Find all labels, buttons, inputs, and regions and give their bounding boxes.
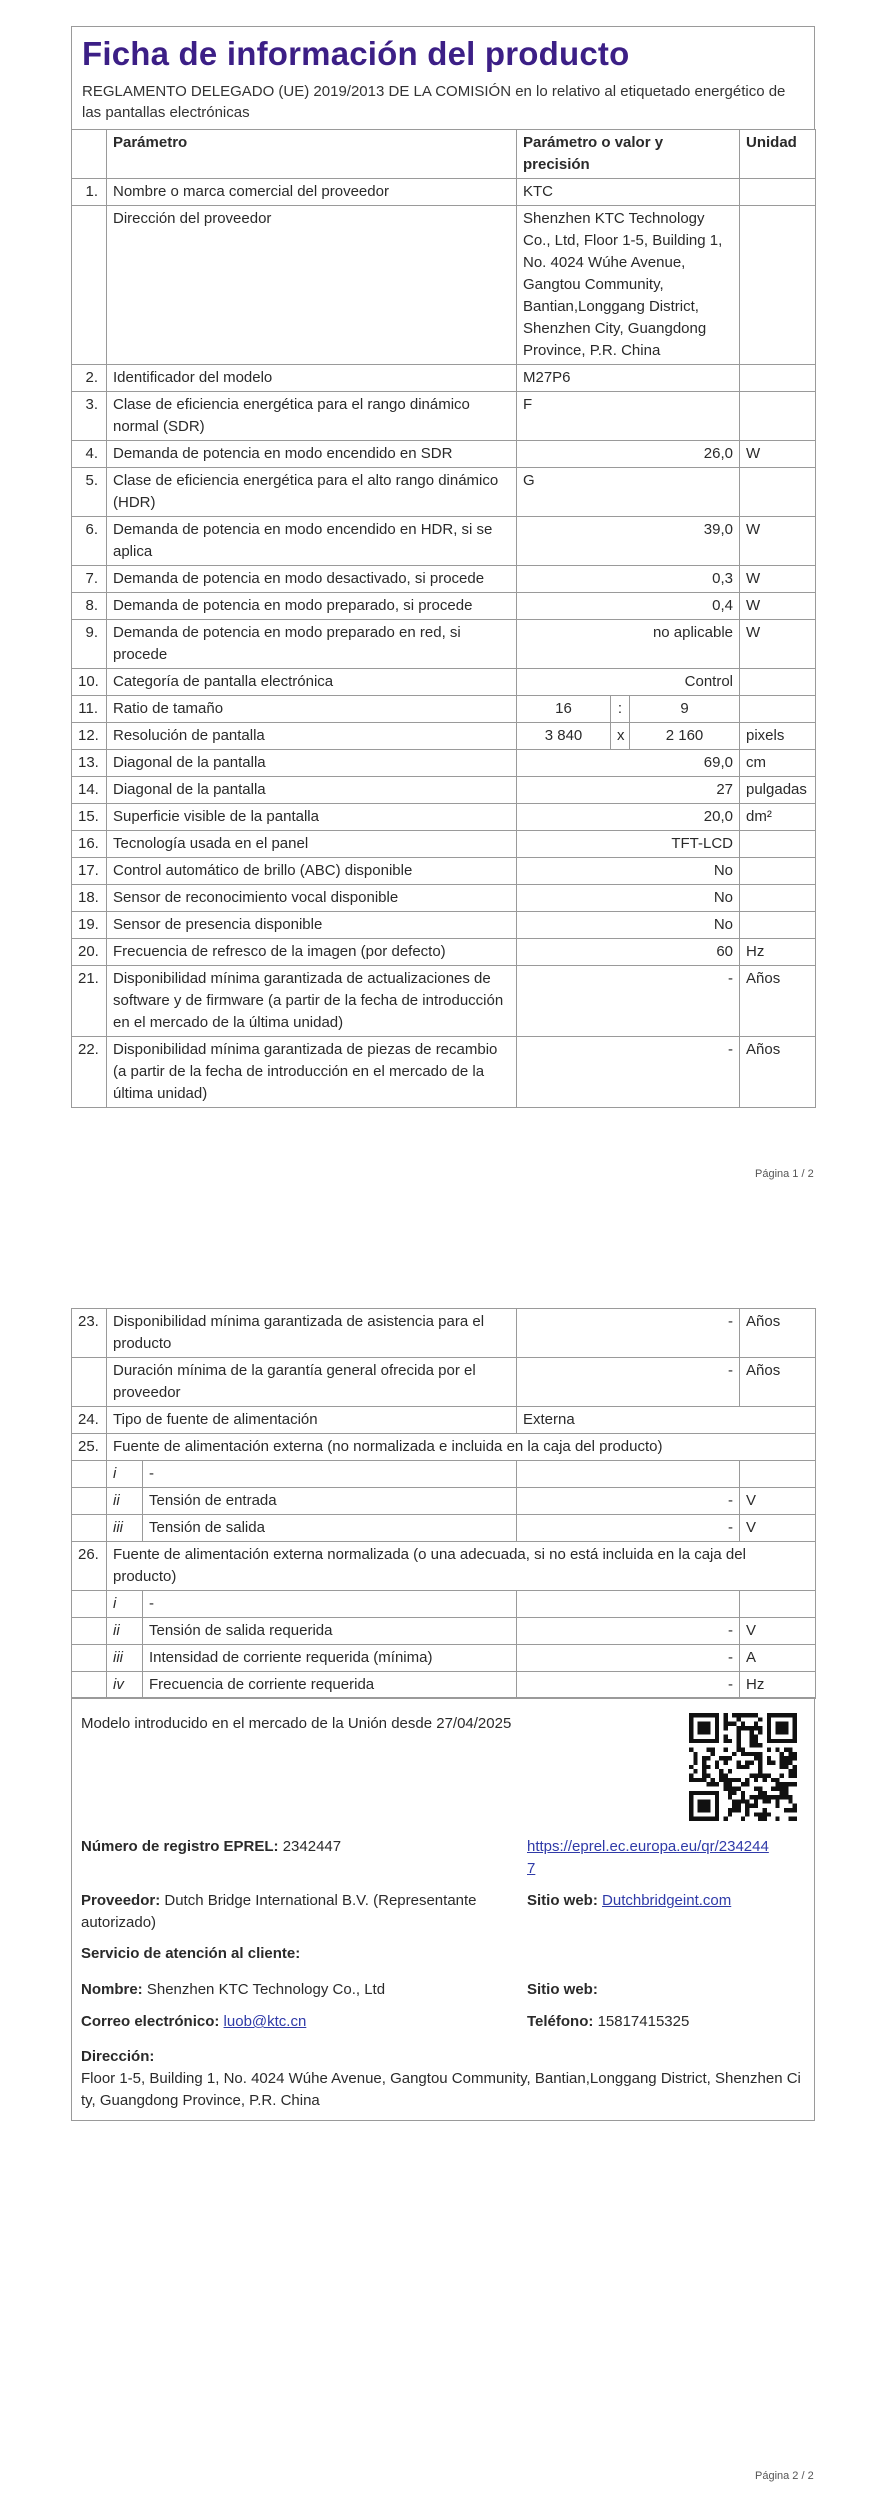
row-number: 16. — [72, 831, 107, 858]
row-unit — [740, 365, 816, 392]
table-row — [72, 1672, 816, 1699]
row-value: Externa — [517, 1407, 816, 1434]
row-value-b: 9 — [630, 696, 740, 723]
row-number — [72, 1358, 107, 1407]
service-website — [527, 1979, 598, 2001]
row-number — [72, 1488, 107, 1515]
table-row — [72, 1488, 816, 1515]
service-phone — [527, 2011, 689, 2033]
row-unit: W — [740, 593, 816, 620]
row-number: 24. — [72, 1407, 107, 1434]
row-unit: pixels — [740, 723, 816, 750]
row-value: 0,3 — [517, 566, 740, 593]
row-parameter: Frecuencia de corriente requerida — [143, 1672, 517, 1699]
row-unit — [740, 669, 816, 696]
row-value: M27P6 — [517, 365, 740, 392]
eprel-link[interactable]: https://eprel.ec.europa.eu/qr/2342447 — [527, 1838, 769, 1877]
row-value: - — [517, 1645, 740, 1672]
table-row — [72, 966, 816, 1037]
row-parameter: Fuente de alimentación externa normalizada (o una adecuada, si no está incluida en la caja del producto) — [107, 1542, 816, 1591]
row-number — [72, 1618, 107, 1645]
row-unit — [740, 831, 816, 858]
row-number: 19. — [72, 912, 107, 939]
customer-service-heading: Servicio de atención al cliente: — [81, 1945, 301, 1962]
row-unit — [740, 1461, 816, 1488]
header-value: Parámetro o valor y precisión — [517, 130, 740, 179]
row-value: - — [517, 1358, 740, 1407]
table-row — [72, 858, 816, 885]
row-value: No — [517, 912, 740, 939]
row-unit — [740, 912, 816, 939]
row-unit — [740, 179, 816, 206]
table-row — [72, 179, 816, 206]
row-parameter: Disponibilidad mínima garantizada de actualizaciones de software y de firmware (a partir de la fecha de introducción en el mercado de la última unidad) — [107, 966, 517, 1037]
table-row — [72, 566, 816, 593]
row-number: 8. — [72, 593, 107, 620]
row-unit: pulgadas — [740, 777, 816, 804]
row-unit: cm — [740, 750, 816, 777]
table-row — [72, 593, 816, 620]
phone-value: 15817415325 — [597, 2013, 690, 2030]
table-row — [72, 696, 816, 723]
row-number — [72, 206, 107, 365]
row-unit: A — [740, 1645, 816, 1672]
row-number — [72, 1515, 107, 1542]
table-row — [72, 1407, 816, 1434]
row-number: 21. — [72, 966, 107, 1037]
row-number: 25. — [72, 1434, 107, 1461]
provider-info — [81, 1890, 521, 1934]
row-value: F — [517, 392, 740, 441]
row-unit: W — [740, 620, 816, 669]
row-number: 9. — [72, 620, 107, 669]
row-value: KTC — [517, 179, 740, 206]
row-roman: iv — [107, 1672, 143, 1699]
row-parameter: Sensor de reconocimiento vocal disponible — [107, 885, 517, 912]
header-unit: Unidad — [740, 130, 816, 179]
row-number — [72, 1645, 107, 1672]
eprel-label: Número de registro EPREL: — [81, 1838, 279, 1855]
row-value: No — [517, 858, 740, 885]
row-value: - — [517, 1309, 740, 1358]
row-number: 15. — [72, 804, 107, 831]
row-value: - — [517, 1488, 740, 1515]
header-parameter: Parámetro — [107, 130, 517, 179]
row-value: 60 — [517, 939, 740, 966]
product-info-sheet-page-1 — [71, 26, 815, 1108]
table-row — [72, 885, 816, 912]
row-parameter: Demanda de potencia en modo preparado en red, si procede — [107, 620, 517, 669]
row-number: 4. — [72, 441, 107, 468]
table-row — [72, 1037, 816, 1108]
table-row — [72, 912, 816, 939]
parameter-table-continued — [71, 1308, 816, 1699]
row-unit: Años — [740, 1309, 816, 1358]
table-row — [72, 750, 816, 777]
row-parameter: Fuente de alimentación externa (no normalizada e incluida en la caja del producto) — [107, 1434, 816, 1461]
row-unit: dm² — [740, 804, 816, 831]
row-unit: Años — [740, 1037, 816, 1108]
row-value: 20,0 — [517, 804, 740, 831]
row-unit: V — [740, 1618, 816, 1645]
row-unit: V — [740, 1488, 816, 1515]
provider-label: Proveedor: — [81, 1892, 161, 1909]
row-number: 22. — [72, 1037, 107, 1108]
market-intro-text: Modelo introducido en el mercado de la Unión desde 27/04/2025 — [81, 1715, 512, 1732]
row-parameter: Clase de eficiencia energética para el rango dinámico normal (SDR) — [107, 392, 517, 441]
row-number — [72, 1672, 107, 1699]
row-unit — [740, 1591, 816, 1618]
row-value: - — [517, 1515, 740, 1542]
row-number: 23. — [72, 1309, 107, 1358]
table-row — [72, 441, 816, 468]
row-parameter: Disponibilidad mínima garantizada de piezas de recambio (a partir de la fecha de introducción en el mercado de la última unidad) — [107, 1037, 517, 1108]
row-parameter: Tensión de salida requerida — [143, 1618, 517, 1645]
service-website-label: Sitio web: — [527, 1981, 598, 1998]
row-value: 27 — [517, 777, 740, 804]
row-parameter: Frecuencia de refresco de la imagen (por defecto) — [107, 939, 517, 966]
row-unit — [740, 206, 816, 365]
row-unit: Hz — [740, 939, 816, 966]
row-number — [72, 1461, 107, 1488]
row-value: Shenzhen KTC Technology Co., Ltd, Floor 1-5, Building 1, No. 4024 Wúhe Avenue, Gangtou Community, Bantian,Longgang District, Shenzhen City, Guangdong Province, P.R. China — [517, 206, 740, 365]
row-number: 17. — [72, 858, 107, 885]
row-roman: i — [107, 1591, 143, 1618]
row-value — [517, 1461, 740, 1488]
email-label: Correo electrónico: — [81, 2013, 220, 2030]
table-row — [72, 669, 816, 696]
table-row — [72, 1461, 816, 1488]
row-value: TFT-LCD — [517, 831, 740, 858]
row-value: 26,0 — [517, 441, 740, 468]
row-roman: ii — [107, 1618, 143, 1645]
provider-website — [527, 1890, 731, 1912]
row-value: - — [517, 1618, 740, 1645]
row-parameter: Superficie visible de la pantalla — [107, 804, 517, 831]
row-value: 39,0 — [517, 517, 740, 566]
address-value: Floor 1-5, Building 1, No. 4024 Wúhe Avenue, Gangtou Community, Bantian,Longgang District, Shenzhen City, Guangdong Province, P.R. China — [81, 2070, 801, 2109]
row-value-a: 16 — [517, 696, 611, 723]
regulation-subtitle: REGLAMENTO DELEGADO (UE) 2019/2013 DE LA COMISIÓN en lo relativo al etiquetado energético de las pantallas electrónicas — [82, 83, 786, 121]
row-parameter: Nombre o marca comercial del proveedor — [107, 179, 517, 206]
row-unit: Años — [740, 966, 816, 1037]
row-value: 0,4 — [517, 593, 740, 620]
row-value: - — [517, 966, 740, 1037]
website-label: Sitio web: — [527, 1892, 598, 1909]
row-roman: i — [107, 1461, 143, 1488]
row-number: 10. — [72, 669, 107, 696]
table-row — [72, 620, 816, 669]
row-number: 6. — [72, 517, 107, 566]
row-unit: Años — [740, 1358, 816, 1407]
row-unit — [740, 468, 816, 517]
row-parameter: Resolución de pantalla — [107, 723, 517, 750]
supplier-info-box — [71, 1697, 815, 2121]
name-value: Shenzhen KTC Technology Co., Ltd — [146, 1981, 386, 1998]
row-parameter: Disponibilidad mínima garantizada de asistencia para el producto — [107, 1309, 517, 1358]
row-parameter: Control automático de brillo (ABC) disponible — [107, 858, 517, 885]
address-label: Dirección: — [81, 2048, 155, 2065]
row-number: 11. — [72, 696, 107, 723]
row-unit — [740, 696, 816, 723]
row-parameter: - — [143, 1591, 517, 1618]
page-number-1: Página 1 / 2 — [755, 1168, 814, 1180]
row-number: 2. — [72, 365, 107, 392]
table-row — [72, 723, 816, 750]
row-value-sep: x — [611, 723, 630, 750]
row-value-a: 3 840 — [517, 723, 611, 750]
table-row — [72, 939, 816, 966]
eprel-number: 2342447 — [282, 1838, 342, 1855]
website-link[interactable]: Dutchbridgeint.com — [602, 1892, 732, 1909]
row-unit: V — [740, 1515, 816, 1542]
row-unit: W — [740, 517, 816, 566]
row-unit: W — [740, 566, 816, 593]
service-email — [81, 2011, 306, 2033]
page-title: Ficha de información del producto — [82, 35, 630, 72]
row-parameter: Tecnología usada en el panel — [107, 831, 517, 858]
row-number: 3. — [72, 392, 107, 441]
row-parameter: - — [143, 1461, 517, 1488]
table-header-row — [72, 130, 816, 179]
phone-label: Teléfono: — [527, 2013, 594, 2030]
title-box — [71, 26, 815, 129]
row-number: 1. — [72, 179, 107, 206]
row-parameter: Diagonal de la pantalla — [107, 777, 517, 804]
row-number — [72, 1591, 107, 1618]
row-parameter: Tensión de entrada — [143, 1488, 517, 1515]
email-link[interactable]: luob@ktc.cn — [223, 2013, 307, 2030]
table-row — [72, 365, 816, 392]
row-parameter: Diagonal de la pantalla — [107, 750, 517, 777]
table-row — [72, 777, 816, 804]
product-info-sheet-page-2 — [71, 1308, 815, 1699]
row-parameter: Demanda de potencia en modo preparado, si procede — [107, 593, 517, 620]
row-value: no aplicable — [517, 620, 740, 669]
provider-name: Dutch Bridge International B.V. (Representante autorizado) — [81, 1892, 477, 1931]
row-roman: iii — [107, 1515, 143, 1542]
table-row — [72, 392, 816, 441]
row-roman: ii — [107, 1488, 143, 1515]
parameter-table — [71, 129, 816, 1108]
row-value: G — [517, 468, 740, 517]
table-row — [72, 1618, 816, 1645]
row-parameter: Duración mínima de la garantía general ofrecida por el proveedor — [107, 1358, 517, 1407]
table-row — [72, 831, 816, 858]
row-parameter: Ratio de tamaño — [107, 696, 517, 723]
row-unit — [740, 885, 816, 912]
row-value — [517, 1591, 740, 1618]
row-value: - — [517, 1672, 740, 1699]
row-unit — [740, 858, 816, 885]
row-value-sep: : — [611, 696, 630, 723]
row-number: 7. — [72, 566, 107, 593]
row-number: 13. — [72, 750, 107, 777]
row-parameter: Tipo de fuente de alimentación — [107, 1407, 517, 1434]
page-number-2: Página 2 / 2 — [755, 2470, 814, 2482]
table-row — [72, 1434, 816, 1461]
row-unit: W — [740, 441, 816, 468]
table-row — [72, 206, 816, 365]
service-name — [81, 1979, 385, 2001]
row-parameter: Dirección del proveedor — [107, 206, 517, 365]
row-number: 26. — [72, 1542, 107, 1591]
row-value: - — [517, 1037, 740, 1108]
row-value: 69,0 — [517, 750, 740, 777]
row-unit — [740, 392, 816, 441]
row-number: 20. — [72, 939, 107, 966]
table-row — [72, 517, 816, 566]
row-parameter: Sensor de presencia disponible — [107, 912, 517, 939]
table-row — [72, 804, 816, 831]
eprel-registration — [81, 1836, 341, 1858]
table-row — [72, 1591, 816, 1618]
table-row — [72, 468, 816, 517]
row-number: 5. — [72, 468, 107, 517]
table-row — [72, 1358, 816, 1407]
table-row — [72, 1515, 816, 1542]
eprel-link-wrap — [527, 1836, 777, 1880]
row-parameter: Demanda de potencia en modo encendido en HDR, si se aplica — [107, 517, 517, 566]
row-number: 14. — [72, 777, 107, 804]
row-parameter: Tensión de salida — [143, 1515, 517, 1542]
table-row — [72, 1542, 816, 1591]
row-parameter: Intensidad de corriente requerida (mínima) — [143, 1645, 517, 1672]
row-number: 12. — [72, 723, 107, 750]
row-roman: iii — [107, 1645, 143, 1672]
row-unit: Hz — [740, 1672, 816, 1699]
name-label: Nombre: — [81, 1981, 143, 1998]
row-number: 18. — [72, 885, 107, 912]
table-row — [72, 1645, 816, 1672]
row-parameter: Identificador del modelo — [107, 365, 517, 392]
row-value: No — [517, 885, 740, 912]
row-parameter: Demanda de potencia en modo encendido en SDR — [107, 441, 517, 468]
row-value: Control — [517, 669, 740, 696]
row-parameter: Categoría de pantalla electrónica — [107, 669, 517, 696]
row-parameter: Clase de eficiencia energética para el alto rango dinámico (HDR) — [107, 468, 517, 517]
table-row — [72, 1309, 816, 1358]
row-value-b: 2 160 — [630, 723, 740, 750]
qr-code-icon — [689, 1713, 797, 1821]
row-parameter: Demanda de potencia en modo desactivado, si procede — [107, 566, 517, 593]
